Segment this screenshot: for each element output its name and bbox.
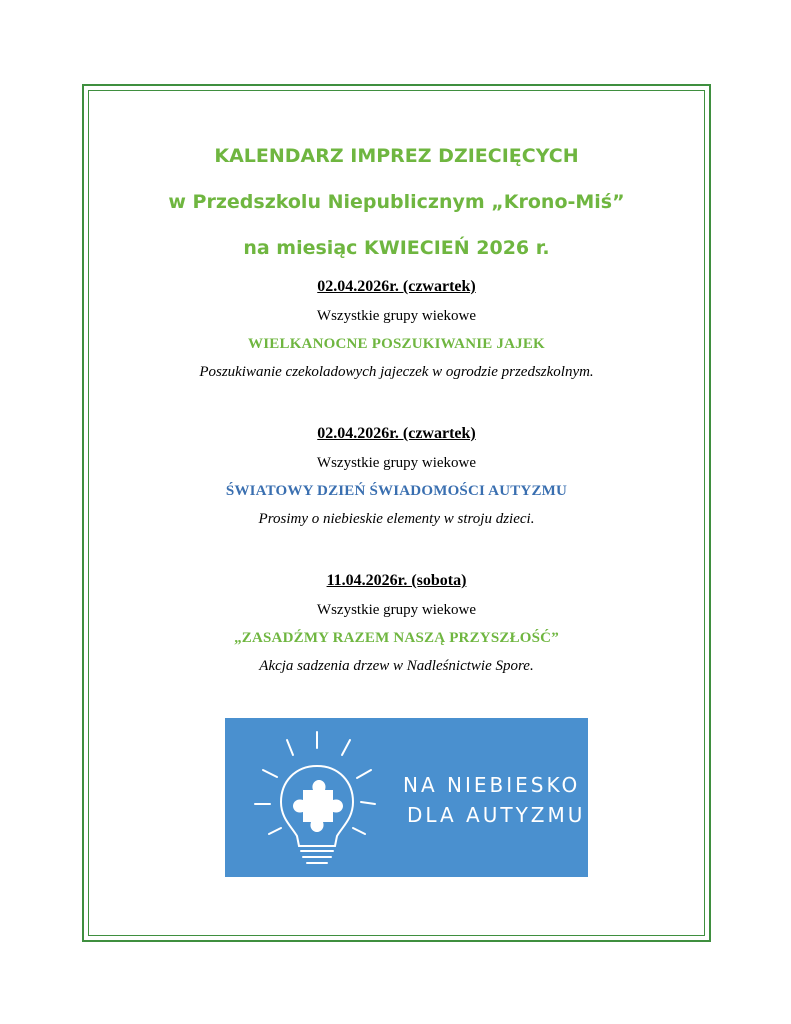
event-description: Prosimy o niebieskie elementy w stroju dzieci. bbox=[258, 511, 535, 527]
banner-background bbox=[225, 718, 588, 877]
event-item bbox=[90, 571, 703, 676]
event-groups: Wszystkie grupy wiekowe bbox=[316, 602, 477, 618]
event-item bbox=[90, 424, 703, 529]
event-groups: Wszystkie grupy wiekowe bbox=[316, 308, 477, 324]
event-groups: Wszystkie grupy wiekowe bbox=[316, 455, 477, 471]
event-name: ŚWIATOWY DZIEŃ ŚWIADOMOŚCI AUTYZMU bbox=[225, 483, 568, 499]
page-content bbox=[90, 90, 703, 676]
event-name: „ZASADŹMY RAZEM NASZĄ PRZYSZŁOŚĆ” bbox=[234, 630, 559, 646]
page-title: KALENDARZ IMPREZ DZIECIĘCYCH bbox=[214, 145, 579, 167]
event-date: 02.04.2026r. (czwartek) bbox=[317, 425, 476, 442]
page-subtitle: w Przedszkolu Niepublicznym „Krono-Miś” bbox=[168, 191, 625, 213]
page-month: na miesiąc KWIECIEŃ 2026 r. bbox=[243, 237, 550, 259]
event-item bbox=[90, 277, 703, 382]
banner-text-line2: DLA AUTYZMU bbox=[407, 803, 586, 827]
event-date: 11.04.2026r. (sobota) bbox=[326, 572, 467, 589]
autism-awareness-banner bbox=[225, 718, 588, 877]
event-description: Akcja sadzenia drzew w Nadleśnictwie Spore. bbox=[259, 658, 534, 674]
event-name: WIELKANOCNE POSZUKIWANIE JAJEK bbox=[248, 336, 545, 352]
event-date: 02.04.2026r. (czwartek) bbox=[317, 278, 476, 295]
banner-text-line1: NA NIEBIESKO bbox=[403, 773, 581, 797]
event-description: Poszukiwanie czekoladowych jajeczek w ogrodzie przedszkolnym. bbox=[199, 364, 594, 380]
